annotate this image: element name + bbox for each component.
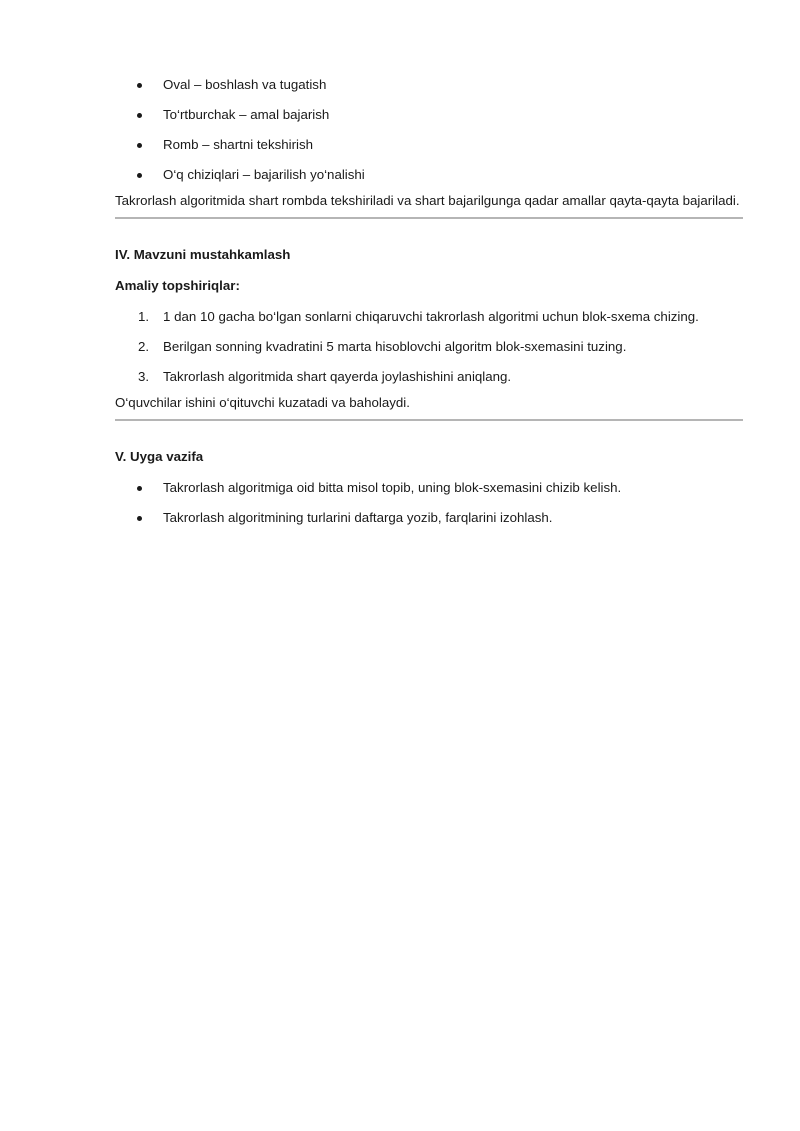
list-item-text: O‘q chiziqlari – bajarilish yo‘nalishi bbox=[163, 167, 365, 182]
list-item bbox=[115, 100, 743, 130]
list-number: 1. bbox=[138, 309, 150, 324]
loop-explanation-paragraph: Takrorlash algoritmida shart rombda tekshiriladi va shart bajarilgunga qadar amallar qayta-qayta bajariladi. bbox=[115, 193, 740, 208]
document-page bbox=[115, 0, 743, 533]
list-item bbox=[115, 302, 743, 332]
practical-tasks-list bbox=[115, 302, 743, 392]
list-item-text: Romb – shartni tekshirish bbox=[163, 137, 314, 152]
list-item-text: Oval – boshlash va tugatish bbox=[163, 77, 327, 92]
list-item bbox=[115, 503, 743, 533]
section-heading: V. Uyga vazifa bbox=[115, 449, 204, 464]
bullet-icon bbox=[137, 143, 142, 148]
bullet-icon bbox=[137, 113, 142, 118]
flowchart-shapes-list bbox=[115, 70, 743, 190]
list-item bbox=[115, 473, 743, 503]
homework-list bbox=[115, 473, 743, 533]
bullet-icon bbox=[137, 173, 142, 178]
list-item-text: Takrorlash algoritmining turlarini daftarga yozib, farqlarini izohlash. bbox=[163, 510, 553, 525]
subsection-heading: Amaliy topshiriqlar: bbox=[115, 278, 240, 293]
list-item bbox=[115, 362, 743, 392]
list-item-text: 1 dan 10 gacha bo‘lgan sonlarni chiqaruvchi takrorlash algoritmi uchun blok-sxema chizing. bbox=[163, 309, 699, 324]
bullet-icon bbox=[137, 83, 142, 88]
list-item-text: Berilgan sonning kvadratini 5 marta hisoblovchi algoritm blok-sxemasini tuzing. bbox=[163, 339, 627, 354]
list-item bbox=[115, 70, 743, 100]
section-heading: IV. Mavzuni mustahkamlash bbox=[115, 247, 291, 262]
list-item bbox=[115, 160, 743, 190]
list-number: 2. bbox=[138, 339, 150, 354]
assessment-paragraph: O‘quvchilar ishini o‘qituvchi kuzatadi va baholaydi. bbox=[115, 395, 410, 410]
list-item-text: Takrorlash algoritmiga oid bitta misol topib, uning blok-sxemasini chizib kelish. bbox=[163, 480, 622, 495]
list-item bbox=[115, 332, 743, 362]
bullet-icon bbox=[137, 486, 142, 491]
list-item-text: To‘rtburchak – amal bajarish bbox=[163, 107, 330, 122]
list-number: 3. bbox=[138, 369, 150, 384]
list-item-text: Takrorlash algoritmida shart qayerda joylashishini aniqlang. bbox=[163, 369, 512, 384]
bullet-icon bbox=[137, 516, 142, 521]
section-divider bbox=[115, 217, 743, 219]
list-item bbox=[115, 130, 743, 160]
section-divider bbox=[115, 419, 743, 421]
